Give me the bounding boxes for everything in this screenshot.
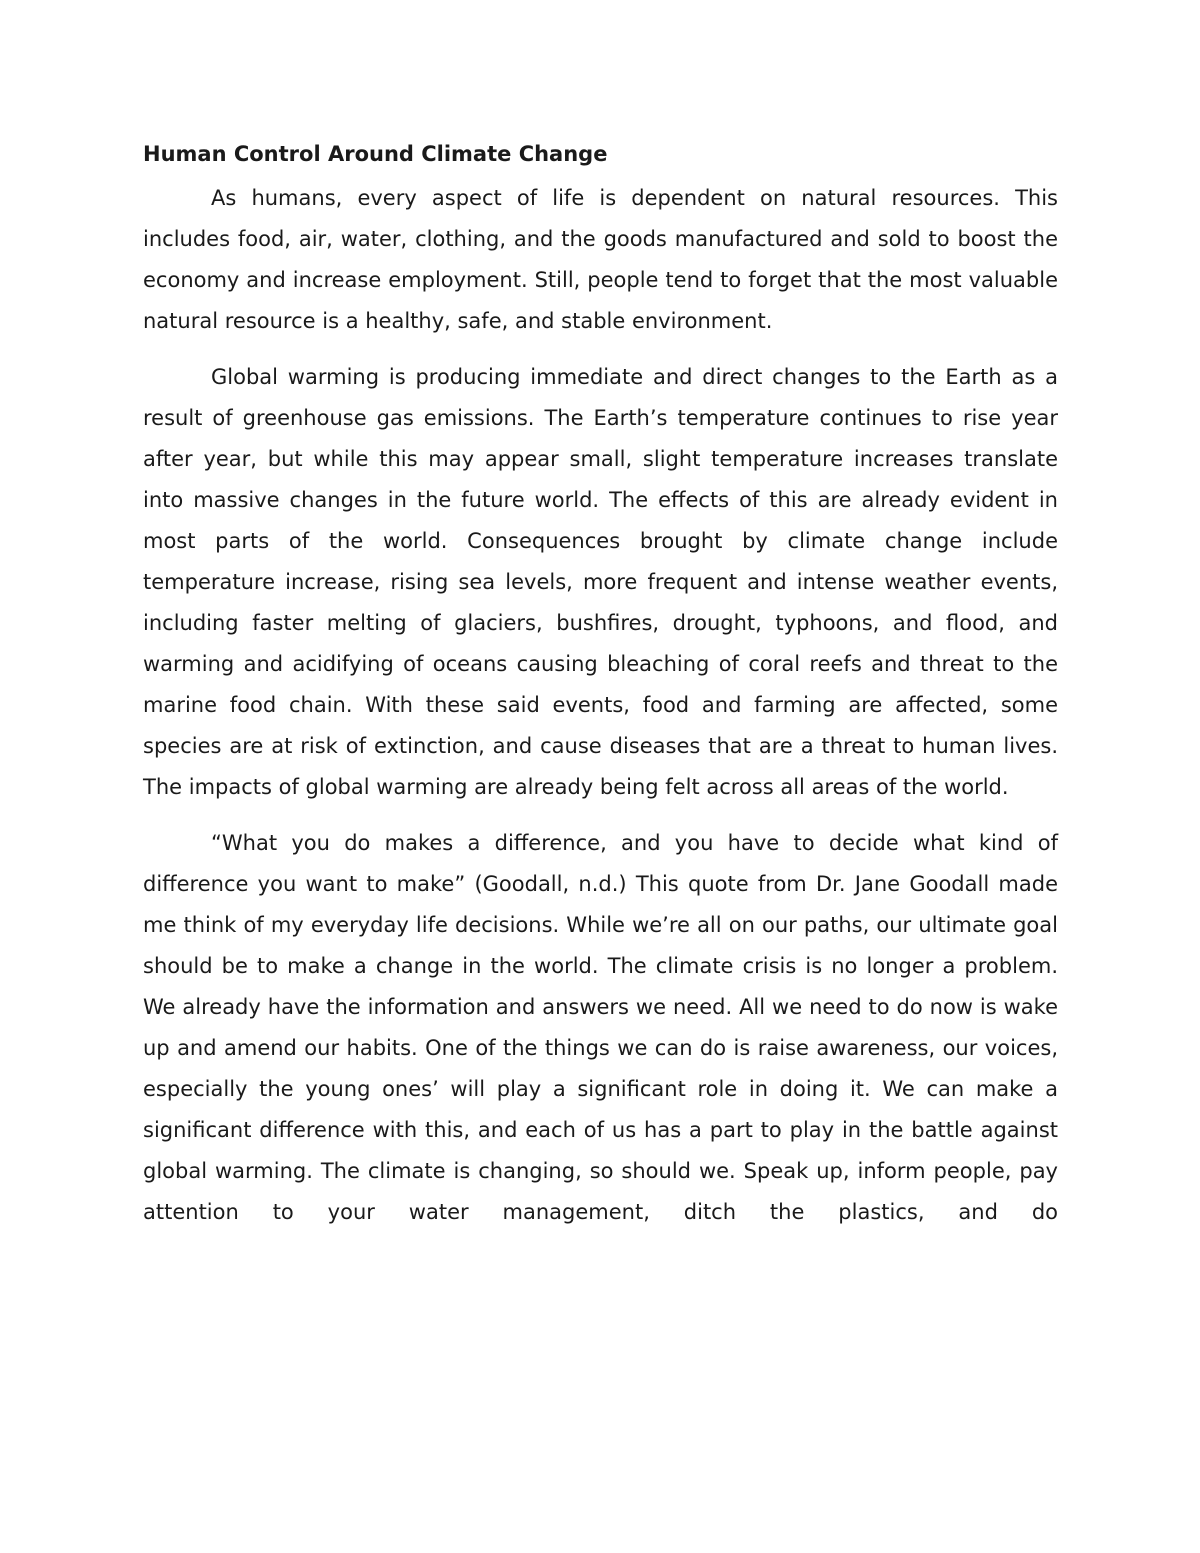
paragraph-goodall-quote: “What you do makes a difference, and you have to decide what kind of difference you want to make” (Goodall, n.d.) This quote from Dr. Jane Goodall made me think of my everyday life decisions. While we’re all on our paths, our ultimate goal should be to make a change in the world. The climate crisis is no longer a problem. We already have the information and answers we need. All we need to do now is wake up and amend our habits. One of the things we can do is raise awareness, our voices, especially the young ones’ will play a significant role in doing it. We can make a significant difference with this, and each of us has a part to play in the battle against global warming. The climate is changing, so should we. Speak up, inform people, pay attention to your water management, ditch the plastics, and do — [143, 831, 1058, 1224]
paragraph-natural-resources: As humans, every aspect of life is dependent on natural resources. This includes food, air, water, clothing, and the goods manufactured and sold to boost the economy and increase employment. Still, people tend to forget that the most valuable natural resource is a healthy, safe, and stable environment. — [143, 186, 1058, 333]
document-page — [143, 134, 1058, 1248]
paragraph-global-warming: Global warming is producing immediate and direct changes to the Earth as a result of greenhouse gas emissions. The Earth’s temperature continues to rise year after year, but while this may appear small, slight temperature increases translate into massive changes in the future world. The effects of this are already evident in most parts of the world. Consequences brought by climate change include temperature increase, rising sea levels, more frequent and intense weather events, including faster melting of glaciers, bushfires, drought, typhoons, and flood, and warming and acidifying of oceans causing bleaching of coral reefs and threat to the marine food chain. With these said events, food and farming are affected, some species are at risk of extinction, and cause diseases that are a threat to human lives. The impacts of global warming are already being felt across all areas of the world. — [143, 365, 1058, 799]
document-title: Human Control Around Climate Change — [143, 142, 608, 166]
